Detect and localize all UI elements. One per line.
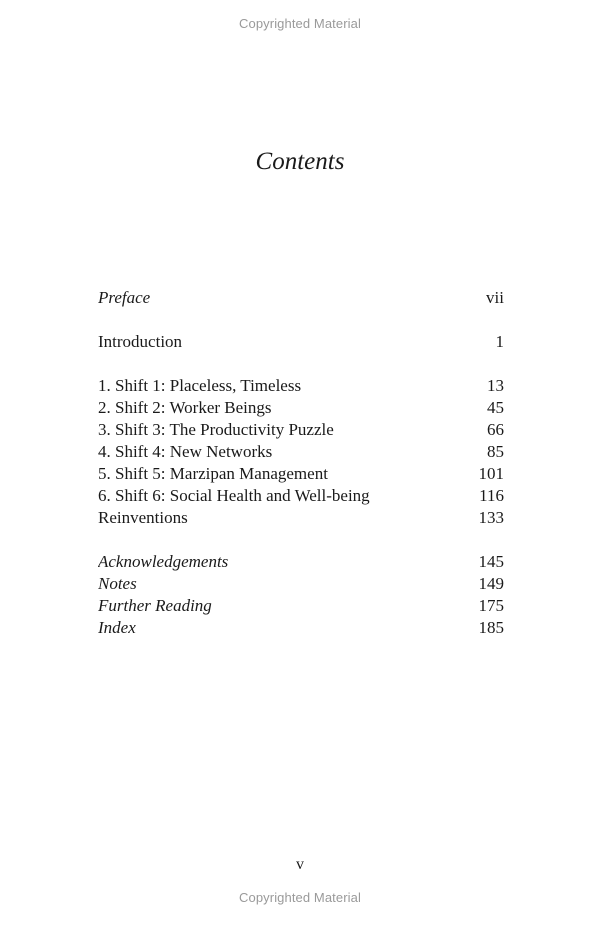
toc-entry-title: Preface [98,288,151,307]
toc-entry-title: Further Reading [98,596,212,615]
toc-entry[interactable] [98,463,504,485]
toc-entry-page: 45 [487,398,504,417]
copyright-watermark-top: Copyrighted Material [239,16,361,31]
toc-entry-title: Notes [98,574,137,593]
toc-entry[interactable] [98,441,504,463]
toc-entry-page: vii [486,288,504,307]
toc-entry[interactable] [98,595,504,617]
toc-entry-title: Index [98,618,136,637]
toc-entry[interactable] [98,485,504,507]
toc-entry-title: 3. Shift 3: The Productivity Puzzle [98,420,334,439]
toc-entry-title: 5. Shift 5: Marzipan Management [98,464,328,483]
toc-entry[interactable] [98,419,504,441]
toc-entry[interactable] [98,507,504,529]
toc-entry-title: Reinventions [98,508,188,527]
toc-group [98,375,504,529]
page-title: Contents [255,148,345,175]
toc-entry-page: 101 [478,464,504,483]
table-of-contents [98,287,504,661]
toc-entry[interactable] [98,397,504,419]
toc-group [98,551,504,639]
toc-entry-title: 1. Shift 1: Placeless, Timeless [98,376,302,395]
page-number: v [296,856,304,873]
toc-entry-page: 116 [479,486,504,505]
toc-entry-page: 145 [478,552,504,571]
toc-group [98,287,504,309]
toc-entry-title: 6. Shift 6: Social Health and Well-being [98,486,370,505]
copyright-watermark-bottom: Copyrighted Material [239,890,361,905]
toc-entry-title: Acknowledgements [98,552,229,571]
toc-entry[interactable] [98,287,504,309]
toc-entry-page: 1 [495,332,504,351]
toc-entry[interactable] [98,617,504,639]
toc-entry-page: 133 [478,508,504,527]
toc-entry-page: 85 [487,442,504,461]
toc-entry[interactable] [98,375,504,397]
toc-entry-page: 149 [478,574,504,593]
toc-entry-title: 4. Shift 4: New Networks [98,442,273,461]
toc-entry-page: 175 [478,596,504,615]
toc-group [98,331,504,353]
toc-entry-page: 13 [487,376,504,395]
toc-entry[interactable] [98,573,504,595]
toc-entry-page: 185 [478,618,504,637]
toc-entry[interactable] [98,331,504,353]
toc-entry-title: Introduction [98,332,183,351]
toc-entry[interactable] [98,551,504,573]
toc-entry-title: 2. Shift 2: Worker Beings [98,398,272,417]
toc-entry-page: 66 [487,420,504,439]
